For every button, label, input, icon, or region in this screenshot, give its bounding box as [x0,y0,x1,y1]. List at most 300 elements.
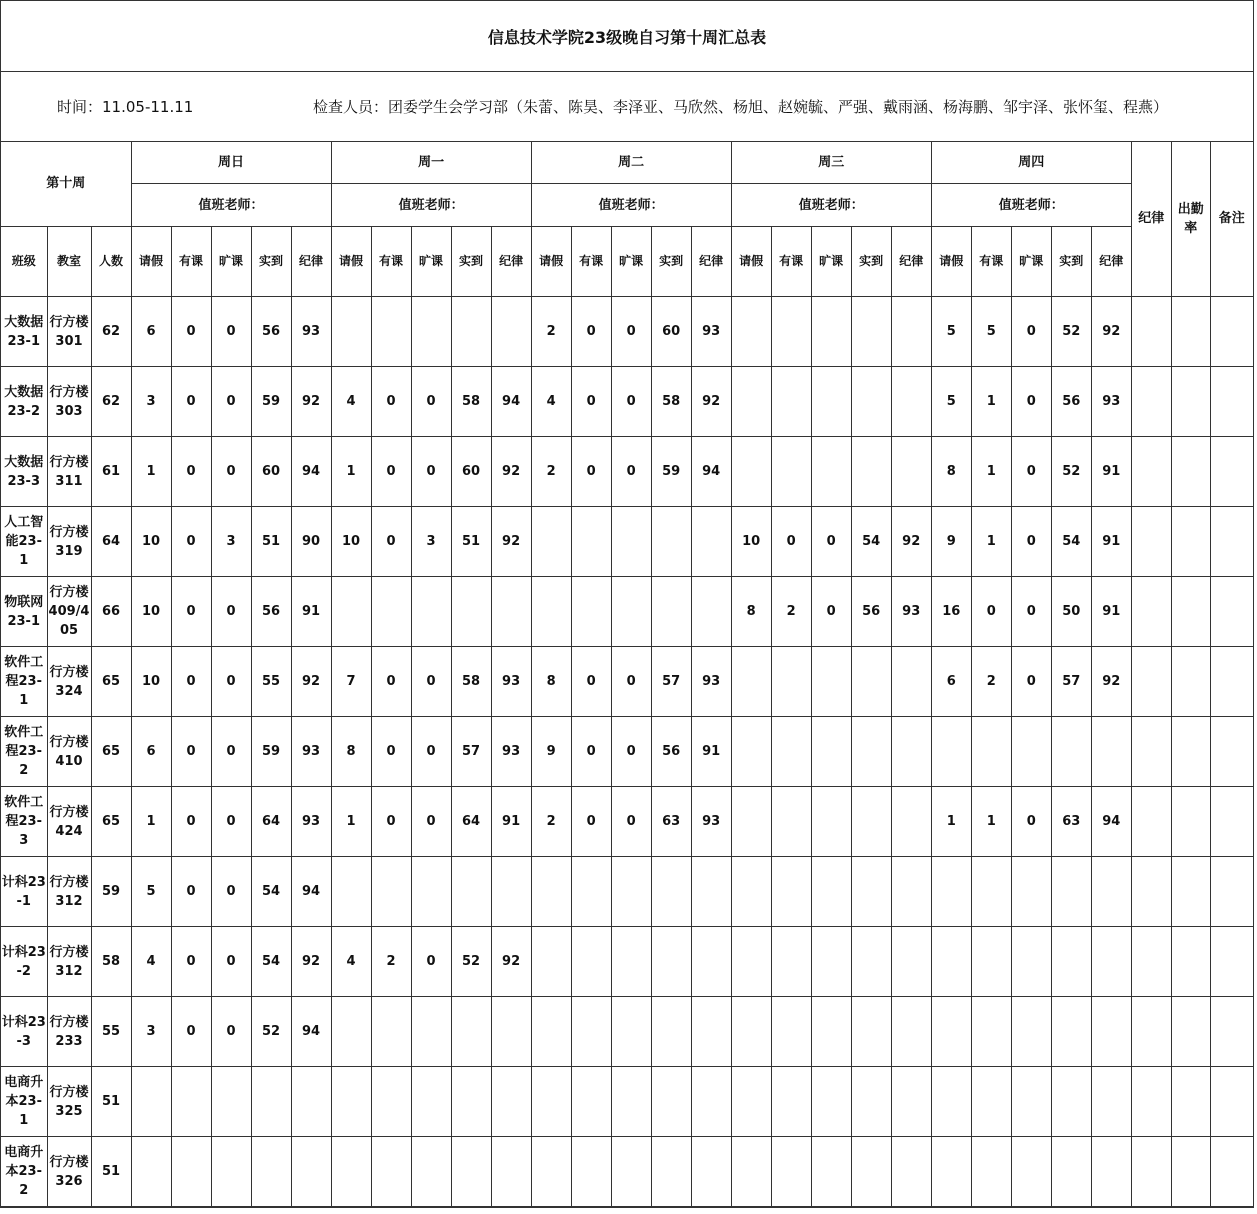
data-cell: 60 [451,437,491,507]
remarks-cell [1210,367,1253,437]
discipline-cell [1131,997,1171,1067]
data-cell [491,1067,531,1137]
class-name: 大数据23-3 [1,437,47,507]
data-cell [571,1067,611,1137]
table-row [1,717,1253,787]
data-cell: 1 [131,787,171,857]
sub-header: 实到 [251,227,291,297]
data-cell: 64 [251,787,291,857]
data-cell [451,997,491,1067]
data-cell: 54 [251,857,291,927]
room-header: 教室 [47,227,91,297]
class-name: 计科23-1 [1,857,47,927]
remarks-header: 备注 [1210,141,1253,297]
student-count: 59 [91,857,131,927]
data-cell [171,1137,211,1207]
classroom: 行方楼319 [47,507,91,577]
data-cell [331,997,371,1067]
data-cell: 93 [491,717,531,787]
data-cell: 94 [491,367,531,437]
sub-header: 纪律 [691,227,731,297]
data-cell: 0 [1011,367,1051,437]
data-cell: 4 [331,927,371,997]
data-cell [411,1137,451,1207]
data-cell [771,717,811,787]
attendance-rate-cell [1171,787,1210,857]
day-header-row [1,141,1253,184]
data-cell: 91 [1091,577,1131,647]
data-cell: 0 [171,997,211,1067]
data-cell: 5 [131,857,171,927]
data-cell: 58 [451,647,491,717]
sub-header: 实到 [851,227,891,297]
data-cell: 91 [1091,507,1131,577]
data-cell: 6 [931,647,971,717]
data-cell: 60 [651,297,691,367]
data-cell [971,857,1011,927]
data-cell: 0 [411,647,451,717]
data-cell: 93 [291,787,331,857]
data-cell [491,297,531,367]
data-cell: 92 [291,647,331,717]
remarks-cell [1210,1137,1253,1207]
data-cell [731,367,771,437]
data-cell [411,997,451,1067]
data-cell [371,297,411,367]
data-cell [1091,857,1131,927]
data-cell [891,1137,931,1207]
data-cell: 91 [491,787,531,857]
classroom: 行方楼326 [47,1137,91,1207]
data-cell: 0 [171,787,211,857]
data-cell: 1 [931,787,971,857]
data-cell: 0 [1011,507,1051,577]
day-header: 周三 [731,141,931,184]
class-name: 软件工程23-1 [1,647,47,717]
data-cell [571,927,611,997]
data-cell [1051,717,1091,787]
day-header: 周四 [931,141,1131,184]
data-cell: 56 [251,577,291,647]
attendance-rate-cell [1171,927,1210,997]
class-name: 计科23-3 [1,997,47,1067]
data-cell [491,577,531,647]
remarks-cell [1210,437,1253,507]
data-cell: 50 [1051,577,1091,647]
classroom: 行方楼311 [47,437,91,507]
table-row [1,1137,1253,1207]
data-cell: 0 [611,717,651,787]
data-cell [851,297,891,367]
sub-header: 请假 [931,227,971,297]
data-cell [611,997,651,1067]
sub-header: 有课 [971,227,1011,297]
data-cell: 93 [291,717,331,787]
data-cell: 59 [251,717,291,787]
data-cell [811,1137,851,1207]
data-cell: 55 [251,647,291,717]
duty-teacher-label: 值班老师： [331,184,531,227]
data-cell [691,577,731,647]
data-cell: 0 [411,927,451,997]
data-cell [411,577,451,647]
data-cell [931,1067,971,1137]
sub-header: 旷课 [211,227,251,297]
remarks-cell [1210,507,1253,577]
data-cell: 4 [131,927,171,997]
data-cell [571,997,611,1067]
data-cell [651,997,691,1067]
data-cell: 64 [451,787,491,857]
data-cell [251,1137,291,1207]
data-cell [651,1137,691,1207]
data-cell: 0 [211,787,251,857]
data-cell: 94 [291,857,331,927]
data-cell: 92 [891,507,931,577]
data-cell [891,787,931,857]
data-cell [291,1067,331,1137]
data-cell: 1 [331,437,371,507]
data-cell [811,717,851,787]
attendance-rate-cell [1171,577,1210,647]
class-name: 大数据23-1 [1,297,47,367]
class-name: 计科23-2 [1,927,47,997]
data-cell [851,857,891,927]
data-cell [531,1137,571,1207]
duty-teacher-label: 值班老师： [731,184,931,227]
data-cell: 92 [291,927,331,997]
data-cell: 0 [171,367,211,437]
remarks-cell [1210,997,1253,1067]
data-cell [1091,1137,1131,1207]
data-cell: 58 [451,367,491,437]
data-cell: 51 [451,507,491,577]
data-cell [731,437,771,507]
data-cell: 3 [131,367,171,437]
data-cell [851,367,891,437]
table-row [1,577,1253,647]
data-cell: 59 [651,437,691,507]
attendance-rate-cell [1171,857,1210,927]
data-cell [851,1067,891,1137]
data-cell [931,997,971,1067]
student-count: 55 [91,997,131,1067]
sub-header: 旷课 [1011,227,1051,297]
data-cell: 0 [411,367,451,437]
data-cell [891,927,931,997]
sub-header: 有课 [571,227,611,297]
data-cell: 57 [651,647,691,717]
remarks-cell [1210,857,1253,927]
day-header: 周一 [331,141,531,184]
data-cell: 8 [331,717,371,787]
data-cell [371,1137,411,1207]
data-cell [331,1067,371,1137]
data-cell [1051,927,1091,997]
data-cell: 0 [211,437,251,507]
data-cell [931,1137,971,1207]
data-cell [251,1067,291,1137]
data-cell [851,787,891,857]
data-cell [1051,1067,1091,1137]
column-header-row [1,227,1253,297]
data-cell [411,297,451,367]
data-cell [1051,1137,1091,1207]
data-cell [771,857,811,927]
duty-teacher-label: 值班老师： [531,184,731,227]
sub-header: 有课 [371,227,411,297]
data-cell: 52 [251,997,291,1067]
data-cell: 5 [931,297,971,367]
class-name: 人工智能23-1 [1,507,47,577]
data-cell: 0 [171,927,211,997]
classroom: 行方楼312 [47,857,91,927]
student-count: 65 [91,717,131,787]
data-cell: 10 [731,507,771,577]
sub-header: 实到 [1051,227,1091,297]
data-cell: 92 [1091,297,1131,367]
data-cell [451,1137,491,1207]
data-cell: 91 [691,717,731,787]
data-cell [491,857,531,927]
data-cell [771,927,811,997]
data-cell [691,1067,731,1137]
data-cell [891,1067,931,1137]
data-cell [1091,1067,1131,1137]
data-cell [531,507,571,577]
data-cell: 0 [971,577,1011,647]
sub-header: 有课 [771,227,811,297]
data-cell [571,857,611,927]
table-row [1,647,1253,717]
sub-header: 旷课 [611,227,651,297]
data-cell [651,927,691,997]
data-cell: 4 [531,367,571,437]
data-cell: 8 [731,577,771,647]
data-cell [131,1137,171,1207]
data-cell [331,297,371,367]
data-cell [371,997,411,1067]
data-cell [931,857,971,927]
data-cell: 91 [291,577,331,647]
time-range: 时间：11.05-11.11 [57,97,194,116]
attendance-rate-cell [1171,507,1210,577]
table-row [1,927,1253,997]
data-cell [611,857,651,927]
data-cell [651,1067,691,1137]
data-cell [1051,997,1091,1067]
sheet-title: 信息技术学院23级晚自习第十周汇总表 [1,1,1253,72]
data-cell: 6 [131,297,171,367]
data-cell [731,717,771,787]
data-cell: 0 [811,507,851,577]
data-cell: 93 [1091,367,1131,437]
data-cell [811,927,851,997]
data-cell: 56 [851,577,891,647]
data-cell: 0 [171,297,211,367]
remarks-cell [1210,647,1253,717]
data-cell [891,857,931,927]
data-cell: 0 [571,787,611,857]
data-cell: 0 [1011,577,1051,647]
data-cell: 0 [171,647,211,717]
data-cell [731,647,771,717]
sub-header: 纪律 [1091,227,1131,297]
data-cell: 90 [291,507,331,577]
data-cell [611,927,651,997]
data-cell [971,1137,1011,1207]
data-cell: 93 [691,297,731,367]
data-cell: 54 [251,927,291,997]
data-cell: 0 [1011,787,1051,857]
data-cell: 0 [411,717,451,787]
sub-header: 实到 [451,227,491,297]
data-cell: 8 [531,647,571,717]
data-cell: 2 [531,787,571,857]
data-cell [691,927,731,997]
data-cell [731,927,771,997]
table-row [1,507,1253,577]
student-count: 51 [91,1067,131,1137]
data-cell [1051,857,1091,927]
data-cell: 2 [531,297,571,367]
attendance-rate-cell [1171,997,1210,1067]
data-cell: 0 [1011,437,1051,507]
data-cell: 0 [371,507,411,577]
data-cell: 59 [251,367,291,437]
classroom: 行方楼233 [47,997,91,1067]
class-name: 电商升本23-2 [1,1137,47,1207]
data-cell [891,717,931,787]
data-cell [571,577,611,647]
data-cell [811,647,851,717]
student-count: 66 [91,577,131,647]
data-cell [331,1137,371,1207]
data-cell: 57 [451,717,491,787]
sub-header: 纪律 [891,227,931,297]
data-cell [811,297,851,367]
data-cell [331,577,371,647]
attendance-rate-cell [1171,297,1210,367]
student-count: 58 [91,927,131,997]
table-row [1,1067,1253,1137]
data-cell: 92 [691,367,731,437]
data-cell: 93 [491,647,531,717]
data-cell [851,1137,891,1207]
classroom: 行方楼303 [47,367,91,437]
data-cell [1011,857,1051,927]
data-cell [371,857,411,927]
data-cell [451,577,491,647]
data-cell [531,857,571,927]
data-cell [891,437,931,507]
class-name: 大数据23-2 [1,367,47,437]
data-cell [891,997,931,1067]
data-cell: 3 [211,507,251,577]
data-cell: 0 [571,717,611,787]
data-cell: 2 [371,927,411,997]
data-cell: 2 [531,437,571,507]
data-cell [1091,997,1131,1067]
data-cell: 2 [771,577,811,647]
data-cell: 93 [691,647,731,717]
data-cell: 92 [1091,647,1131,717]
data-cell: 92 [491,927,531,997]
data-cell: 94 [291,437,331,507]
data-cell [171,1067,211,1137]
data-cell: 92 [491,437,531,507]
data-cell: 9 [931,507,971,577]
data-cell: 0 [811,577,851,647]
class-name: 软件工程23-3 [1,787,47,857]
data-cell: 0 [771,507,811,577]
data-cell [891,367,931,437]
data-cell: 0 [611,647,651,717]
data-cell [931,927,971,997]
data-cell: 51 [251,507,291,577]
data-cell [611,577,651,647]
student-count: 64 [91,507,131,577]
data-cell [1091,717,1131,787]
discipline-cell [1131,787,1171,857]
data-cell [731,1137,771,1207]
sub-header: 请假 [131,227,171,297]
student-count: 65 [91,787,131,857]
data-cell [691,507,731,577]
data-cell [771,297,811,367]
discipline-cell [1131,857,1171,927]
data-cell: 5 [931,367,971,437]
data-cell [811,1067,851,1137]
data-cell: 0 [611,367,651,437]
sub-header: 旷课 [411,227,451,297]
data-cell [611,507,651,577]
data-cell [971,717,1011,787]
sub-header: 请假 [531,227,571,297]
data-cell: 0 [171,857,211,927]
student-count: 61 [91,437,131,507]
data-cell [291,1137,331,1207]
data-cell: 93 [891,577,931,647]
data-cell: 0 [211,717,251,787]
table-row [1,857,1253,927]
discipline-cell [1131,1137,1171,1207]
data-cell: 0 [211,997,251,1067]
week-label: 第十周 [1,141,131,227]
data-cell: 0 [571,367,611,437]
classroom: 行方楼409/405 [47,577,91,647]
sub-header: 有课 [171,227,211,297]
table-row [1,367,1253,437]
duty-teacher-label: 值班老师： [131,184,331,227]
student-count: 51 [91,1137,131,1207]
student-count: 65 [91,647,131,717]
table-row [1,437,1253,507]
classroom: 行方楼410 [47,717,91,787]
data-cell: 3 [131,997,171,1067]
classroom: 行方楼301 [47,297,91,367]
remarks-cell [1210,577,1253,647]
data-cell [1011,997,1051,1067]
data-cell: 0 [371,717,411,787]
data-cell [971,1067,1011,1137]
remarks-cell [1210,927,1253,997]
data-cell: 91 [1091,437,1131,507]
data-cell [891,647,931,717]
data-cell: 52 [1051,297,1091,367]
data-cell: 0 [1011,297,1051,367]
data-cell: 0 [211,297,251,367]
